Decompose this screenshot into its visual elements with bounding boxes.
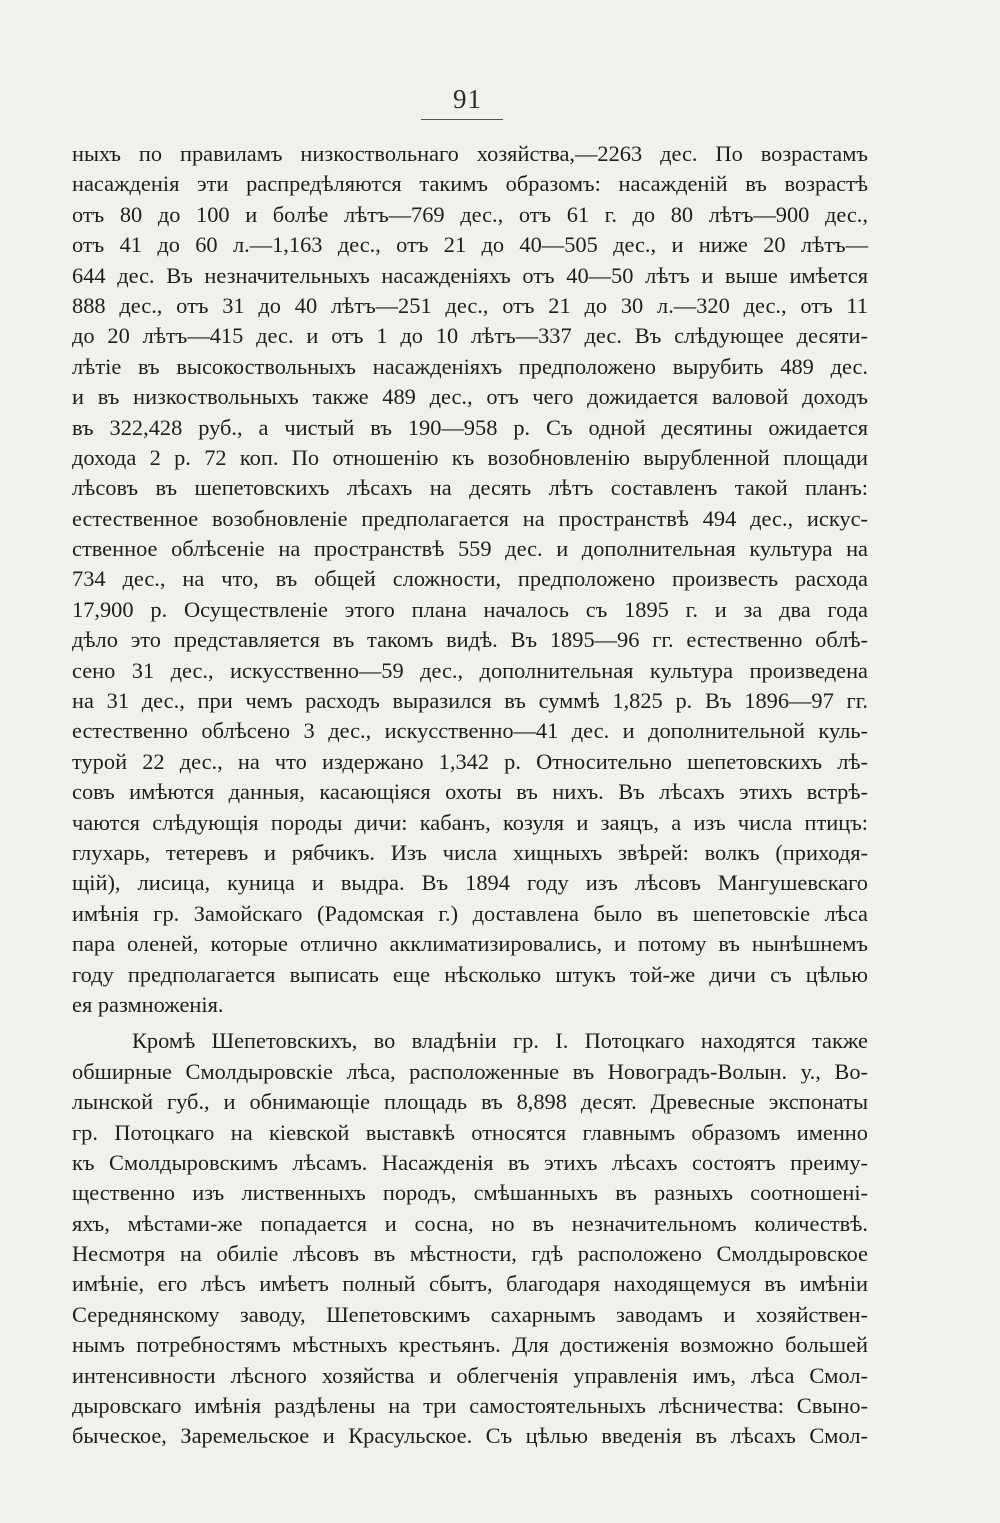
text-line: насажденія эти распредѣляются такимъ образомъ: насажденій въ возрастѣ: [72, 171, 868, 197]
text-line: совъ имѣются данныя, касающіяся охоты въ нихъ. Въ лѣсахъ этихъ встрѣ-: [72, 779, 868, 805]
text-line: на 31 дес., при чемъ расходъ выразился въ суммѣ 1,825 р. Въ 1896—97 гг.: [72, 688, 868, 714]
text-line: чаются слѣдующія породы дичи: кабанъ, козуля и заяцъ, а изъ числа птицъ:: [72, 809, 868, 835]
text-line: гр. Потоцкаго на кіевской выставкѣ относятся главнымъ образомъ именно: [72, 1119, 868, 1145]
text-line: быческое, Заремельское и Красульское. Съ цѣлью введенія въ лѣсахъ Смол-: [72, 1423, 868, 1449]
text-line: пара оленей, которые отлично акклиматизировались, и потому въ нынѣшнемъ: [72, 931, 868, 957]
text-line: глухарь, тетеревъ и рябчикъ. Изъ числа хищныхъ звѣрей: волкъ (приходя-: [72, 839, 868, 865]
text-line: отъ 80 до 100 и болѣе лѣтъ—769 дес., отъ 61 г. до 80 лѣтъ—900 дес.,: [72, 201, 868, 227]
text-line: 734 дес., на что, въ общей сложности, предположено произвесть расхода: [72, 566, 868, 592]
text-line: Несмотря на обиліе лѣсовъ въ мѣстности, гдѣ расположено Смолдыровское: [72, 1241, 868, 1267]
text-line: турой 22 дес., на что издержано 1,342 р. Относительно шепетовскихъ лѣ-: [72, 748, 868, 774]
text-line: ея размноженія.: [72, 991, 224, 1017]
text-line: Кромѣ Шепетовскихъ, во владѣніи гр. І. Потоцкаго находятся также: [132, 1028, 868, 1054]
text-line: ныхъ по правиламъ низкоствольнаго хозяйства,—2263 дес. По возрастамъ: [72, 141, 868, 166]
text-line: лынской губ., и обнимающіе площадь въ 8,898 десят. Древесные экспонаты: [72, 1089, 868, 1115]
text-line: дѣло это представляется въ такомъ видѣ. Въ 1895—96 гг. естественно облѣ-: [72, 627, 868, 653]
text-line: лѣтіе въ высокоствольныхъ насажденіяхъ предположено вырубить 489 дес.: [72, 353, 868, 379]
page-number-rule: [421, 119, 503, 120]
body-text: [72, 139, 868, 1452]
text-line: и въ низкоствольныхъ также 489 дес., отъ чего дожидается валовой доходъ: [72, 384, 868, 410]
text-line: дохода 2 р. 72 коп. По отношенію къ возобновленію вырубленной площади: [72, 444, 868, 470]
text-line: году предполагается выписать еще нѣсколько штукъ той-же дичи съ цѣлью: [72, 961, 868, 987]
text-line: дыровскаго имѣнія раздѣлены на три самостоятельныхъ лѣсничества: Свыно-: [72, 1393, 868, 1419]
text-line: имѣнія гр. Замойскаго (Радомская г.) доставлена было въ шепетовскіе лѣса: [72, 900, 868, 926]
text-line: яхъ, мѣстами-же попадается и сосна, но въ незначительномъ количествѣ.: [72, 1210, 868, 1236]
text-line: Середнянскому заводу, Шепетовскимъ сахарнымъ заводамъ и хозяйствен-: [72, 1301, 868, 1327]
text-line: естественно облѣсено 3 дес., искусственно—41 дес. и дополнительной куль-: [72, 718, 868, 744]
text-line: отъ 41 до 60 л.—1,163 дес., отъ 21 до 40—505 дес., и ниже 20 лѣтъ—: [72, 232, 868, 258]
text-line: сено 31 дес., искусственно—59 дес., дополнительная культура произведена: [72, 657, 868, 683]
text-line: ственное облѣсеніе на пространствѣ 559 дес. и дополнительная культура на: [72, 536, 868, 562]
text-line: естественное возобновленіе предполагается на пространствѣ 494 дес., искус-: [72, 505, 868, 531]
text-line: щій), лисица, куница и выдра. Въ 1894 году изъ лѣсовъ Мангушевскаго: [72, 870, 868, 896]
text-line: щественно изъ лиственныхъ породъ, смѣшанныхъ въ разныхъ соотношені-: [72, 1180, 868, 1206]
text-line: 644 дес. Въ незначительныхъ насажденіяхъ отъ 40—50 лѣтъ и выше имѣется: [72, 262, 868, 288]
text-line: интенсивности лѣсного хозяйства и облегченія управленія имъ, лѣса Смол-: [72, 1362, 868, 1388]
page-number: 91: [453, 84, 482, 114]
text-line: 17,900 р. Осуществленіе этого плана началось съ 1895 г. и за два года: [72, 596, 868, 622]
text-line: 888 дес., отъ 31 до 40 лѣтъ—251 дес., отъ 21 до 30 л.—320 дес., отъ 11: [72, 292, 868, 318]
text-line: лѣсовъ въ шепетовскихъ лѣсахъ на десять лѣтъ составленъ такой планъ:: [72, 475, 868, 501]
text-line: до 20 лѣтъ—415 дес. и отъ 1 до 10 лѣтъ—337 дес. Въ слѣдующее десяти-: [72, 323, 868, 349]
text-line: имѣніе, его лѣсъ имѣетъ полный сбытъ, благодаря находящемуся въ имѣніи: [72, 1271, 868, 1297]
text-line: къ Смолдыровскимъ лѣсамъ. Насажденія въ этихъ лѣсахъ состоятъ преиму-: [72, 1149, 868, 1175]
text-line: обширные Смолдыровскіе лѣса, расположенные въ Новоградъ-Волын. у., Во-: [72, 1058, 868, 1084]
text-line: въ 322,428 руб., а чистый въ 190—958 р. Съ одной десятины ожидается: [72, 414, 868, 440]
text-line: нымъ потребностямъ мѣстныхъ крестьянъ. Для достиженія возможно большей: [72, 1332, 868, 1358]
